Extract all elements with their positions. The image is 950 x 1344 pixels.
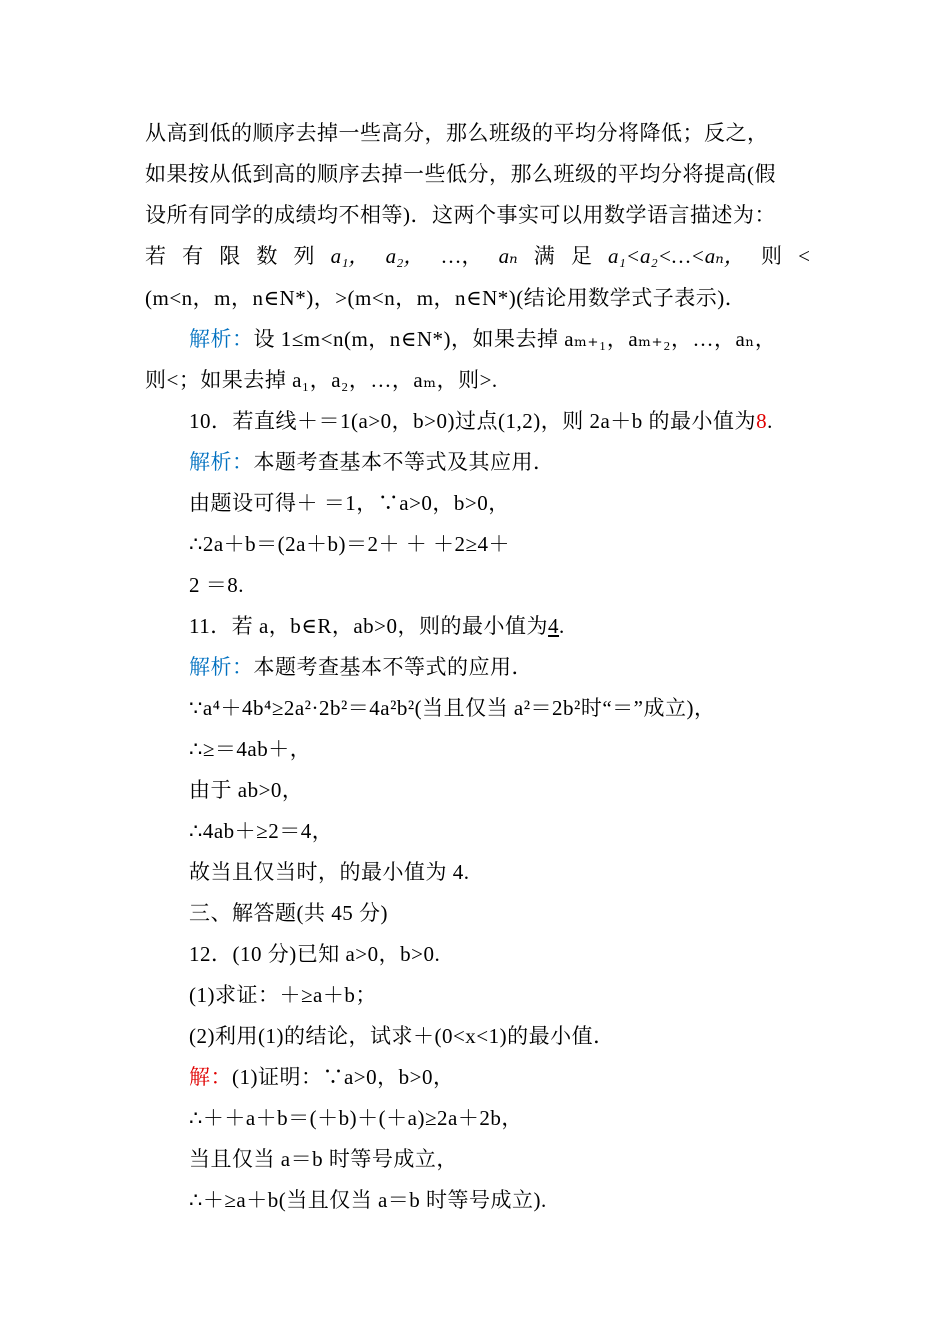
- answer-value: 8: [756, 409, 768, 433]
- text-line-2: 如果按从低到高的顺序去掉一些低分，那么班级的平均分将提高(假: [145, 162, 776, 186]
- section-heading: 三、解答题(共 45 分): [189, 901, 388, 925]
- text-line-17: 由于 ab>0，: [189, 778, 304, 802]
- text-line-27: ∴＋≥a＋b(当且仅当 a＝b 时等号成立).: [189, 1188, 547, 1212]
- line-text: 设 1≤m<n(m，n∈N*)，如果去掉 aₘ₊₁，aₘ₊₂，…，aₙ，: [253, 327, 777, 351]
- math-term: a₁<a₂<…<aₙ，: [608, 244, 745, 268]
- word-cell: 数: [256, 244, 278, 268]
- math-term: aₙ: [498, 244, 518, 268]
- solution-label: 解：: [189, 1065, 232, 1089]
- text-line-3: 设所有同学的成绩均不相等)．这两个事实可以用数学语言描述为：: [145, 203, 776, 227]
- text-line-23: (2)利用(1)的结论，试求＋(0<x<1)的最小值．: [189, 1024, 615, 1048]
- math-term: a₂，: [385, 244, 425, 268]
- word-cell: 限: [219, 244, 241, 268]
- text-line-15: ∵a⁴＋4b⁴≥2a²·2b²＝4a²b²(当且仅当 a²＝2b²时“＝”成立)，: [189, 696, 716, 720]
- text-line-5: (m<n，m，n∈N*)，>(m<n，m，n∈N*)(结论用数学式子表示)．: [145, 286, 747, 310]
- analysis-label: 解析：: [189, 327, 254, 351]
- text-line-10: 由题设可得＋ ＝1，∵a>0，b>0，: [189, 491, 510, 515]
- word-cell: 则: [760, 244, 782, 268]
- text-line-11: ∴2a＋b＝(2a＋b)＝2＋ ＋ ＋2≥4＋: [189, 532, 511, 556]
- answer-value: 4: [548, 614, 560, 638]
- line-text: 本题考查基本不等式及其应用．: [253, 450, 555, 474]
- word-cell: 有: [182, 244, 204, 268]
- line-text: 11．若 a，b∈R，ab>0，则的最小值为: [189, 614, 549, 638]
- word-cell: <: [798, 244, 810, 268]
- word-cell: …，: [440, 244, 483, 268]
- text-line-25: ∴＋＋a＋b＝(＋b)＋(＋a)≥2a＋2b，: [189, 1106, 523, 1130]
- math-term: a₁，: [330, 244, 370, 268]
- word-cell: 满: [533, 244, 555, 268]
- line-text: 本题考查基本不等式的应用．: [253, 655, 533, 679]
- text-line-4: [145, 241, 810, 271]
- analysis-label: 解析：: [189, 655, 254, 679]
- line-text: 10．若直线＋＝1(a>0，b>0)过点(1,2)，则 2a＋b 的最小值为: [189, 409, 757, 433]
- text-line-1: 从高到低的顺序去掉一些高分，那么班级的平均分将降低；反之，: [145, 121, 769, 145]
- line-text: .: [559, 614, 565, 638]
- text-line-16: ∴≥＝4ab＋，: [189, 737, 312, 761]
- text-line-14: [189, 652, 810, 682]
- word-cell: 列: [293, 244, 315, 268]
- question-12: 12．(10 分)已知 a>0，b>0.: [189, 942, 441, 966]
- text-line-6: [189, 324, 810, 354]
- word-cell: 若: [145, 244, 166, 268]
- question-10: [189, 406, 810, 436]
- question-11: [189, 611, 810, 641]
- text-line-12: 2 ＝8.: [189, 573, 244, 597]
- text-line-26: 当且仅当 a＝b 时等号成立，: [189, 1147, 458, 1171]
- line-text: .: [767, 409, 773, 433]
- text-line-9: [189, 447, 810, 477]
- line-text: (1)证明：∵a>0，b>0，: [232, 1065, 455, 1089]
- text-line-7: 则<；如果去掉 a₁，a₂，…，aₘ，则>.: [145, 368, 498, 392]
- text-line-18: ∴4ab＋≥2＝4，: [189, 819, 334, 843]
- text-line-24: [189, 1062, 810, 1092]
- word-cell: 足: [570, 244, 592, 268]
- analysis-label: 解析：: [189, 450, 254, 474]
- text-line-22: (1)求证：＋≥a＋b；: [189, 983, 377, 1007]
- text-line-19: 故当且仅当时，的最小值为 4.: [189, 860, 470, 884]
